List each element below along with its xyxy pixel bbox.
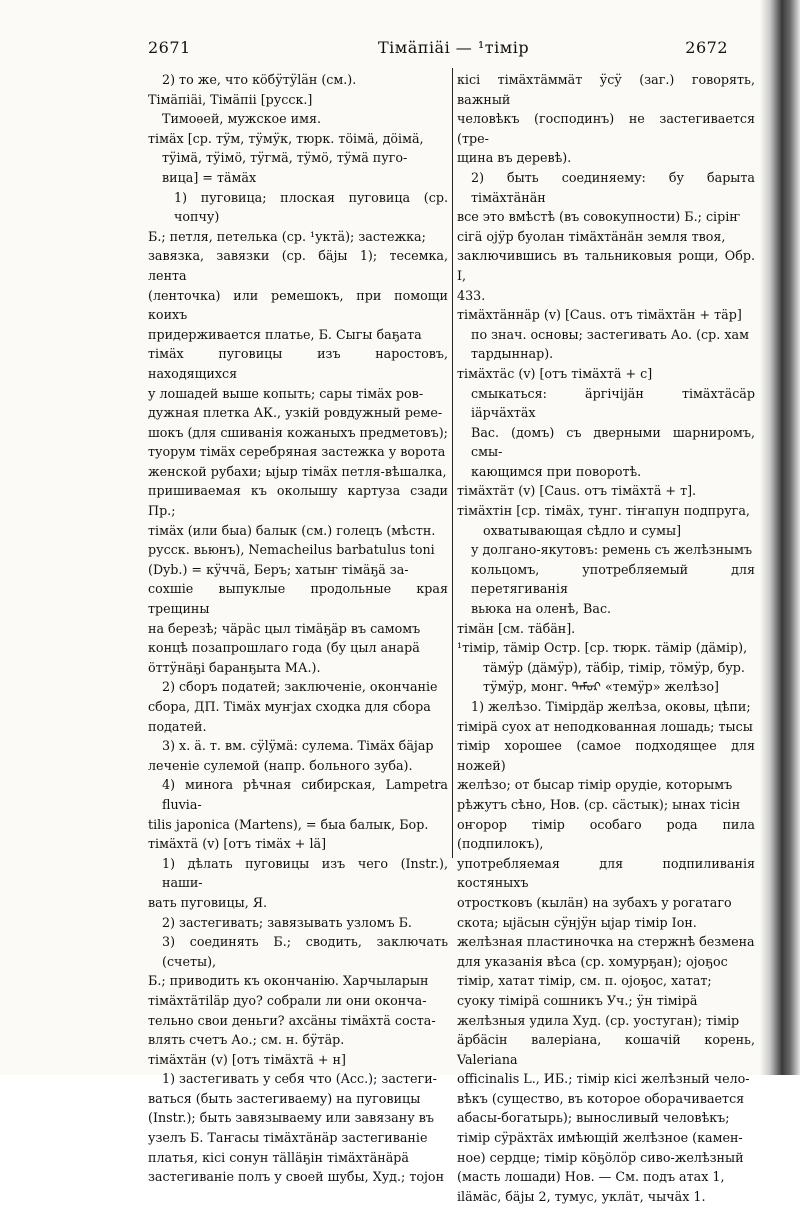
text-line: вать пуговицы, Я.	[148, 894, 268, 910]
text-line: тімір, хатат тімір, см. п. оjоҕос, хатат;	[457, 973, 712, 989]
text-line: сбора, ДП. Тімäх муҥjах сходка для сбора	[148, 699, 431, 714]
text-line: кісі тімäхтäммäт ӱсӱ (заг.) говорять, важный	[457, 72, 755, 107]
text-line: рѣжутъ сѣно, Нов. (ср. сäстык); ынах тісін	[457, 796, 741, 812]
text-line: тімірä суох ат неподкованная лошадь; тысы	[457, 718, 753, 734]
text-line: 2) застегивать; завязывать узломъ Б.	[162, 914, 412, 930]
left-column	[148, 70, 448, 1187]
text-line: платья, кісі сонун тälläҕін тімäхтäнäрä	[148, 1149, 409, 1165]
text-line: 433.	[457, 287, 486, 303]
text-line: суоку тімірä сошникъ Уч.; ӱн тімірä	[457, 992, 698, 1008]
text-line: тімäн [см. тäбäн].	[457, 620, 576, 636]
text-line: концѣ позапрошлаго года (бу цыл анарä	[148, 640, 420, 656]
text-line: смыкаться: äргічіjäн тімäхтäсäр іäрчäхтäх	[471, 385, 755, 421]
text-line: тімäхтäтіläр дуо? собрали ли они оконча-	[148, 992, 427, 1008]
text-line: Тімäпіäі, Тімäпіі [русск.]	[148, 91, 313, 107]
text-line: 1) застегивать у себя что (Acc.); застеги-	[162, 1071, 437, 1087]
text-line: тімäх (или быа) балык (см.) голецъ (мѣстн.	[148, 522, 436, 538]
text-line: податей.	[148, 718, 207, 734]
text-line: ¹тімір, тäмір Остр. [ср. тюрк. тäмір (дäмір),	[457, 640, 748, 656]
text-line: абасы-богатырь); выносливый человѣкъ;	[457, 1110, 730, 1126]
text-line: 4) миноrа рѣчная сибирская, Lampetra fluvia-	[162, 777, 448, 812]
text-line: 3) соединять Б.; сводить, заключать (счеты),	[162, 934, 448, 969]
text-line: на березѣ; чäрäс цыл тімäҕäр въ самомъ	[148, 620, 421, 636]
text-line: сохшіе выпуклые продольные края трещины	[148, 581, 448, 617]
text-line: вица] = тäмäх	[162, 169, 257, 185]
text-line: леченіе сулемой (напр. больного зуба).	[148, 757, 413, 773]
text-line: русск. вьюнъ), Nemacheilus barbatulus toni	[148, 542, 435, 558]
text-line: тӱмӱр, монг. ᠲᠡᠮᠦᠷ «темӱр» желѣзо]	[483, 679, 719, 695]
right-column	[457, 70, 755, 1206]
text-line: ваться (быть застегиваему) на пуговицы	[148, 1090, 421, 1106]
text-line: вѣкъ (существо, въ которое оборачивается	[457, 1090, 745, 1106]
column-divider	[452, 68, 453, 858]
text-line: желѣзная пластиночка на стержнѣ безмена	[457, 934, 755, 950]
text-line: тімäхтäс (v) [отъ тімäхтä + с]	[457, 365, 653, 381]
text-line: отростковъ (кылäн) на зубахъ у рогатаго	[457, 894, 732, 910]
text-line: тімäхтін [ср. тімäх, тунг. тіҥапун подпруга,	[457, 503, 750, 519]
text-line: заключившись въ тальниковыя рощи, Обр. I,	[457, 248, 755, 283]
text-line: желѣзо; от бысар тімір орудіе, которымъ	[457, 777, 733, 793]
text-line: тімäхтä (v) [отъ тімäх + lä]	[148, 836, 327, 852]
text-line: (ленточка) или ремешокъ, при помощи коихъ	[148, 287, 448, 323]
text-line: tilis japonica (Martens), = быа балык, Бор.	[148, 816, 429, 832]
text-line: кольцомъ, употребляемый для перетягиванія	[471, 561, 755, 597]
text-line: ное) сердце; тімір кöҕöлӧр сиво-желѣзный	[457, 1149, 744, 1165]
text-line: äрбäсін валеріана, кошачій корень, Valeriana	[457, 1032, 755, 1067]
text-line: іläмäс, бäjы 2, тумус, уклäт, чычäх 1.	[457, 1188, 706, 1204]
text-line: Б.; приводить къ окончанію. Харчыларын	[148, 973, 429, 989]
running-head: Тімäпіäі — ¹тімір	[378, 38, 530, 57]
book-gutter-shadow	[760, 0, 800, 1075]
text-line: 1) желѣзо. Тімірдäр желѣза, оковы, цѣпи;	[471, 699, 751, 714]
text-line: 2) быть соединяему: бу барыта тімäхтäнäн	[471, 169, 755, 205]
text-line: 2) сборъ податей; заключеніе, окончаніе	[162, 679, 438, 695]
text-line: для указанія вѣса (ср. хомурҕан); оjоҕос	[457, 953, 728, 969]
text-line: 2) то же, что кöбӱтӱlӓн (см.).	[162, 72, 357, 87]
text-line: туорум тімäх серебряная застежка у ворота	[148, 444, 446, 460]
text-line: 3) х. ä. т. вм. сӱlӱмä: сулема. Тімäх бäjар	[162, 738, 434, 754]
text-line: тäмӱр (дäмӱр), тäбір, тімір, тöмӱр, бур.	[483, 659, 745, 675]
text-line: тімäхтäннäр (v) [Caus. отъ тімäхтäн + тäр]	[457, 307, 742, 323]
text-line: придерживается платье, Б. Сыгы баҕата	[148, 326, 422, 342]
text-line: щина въ деревѣ).	[457, 150, 572, 166]
text-line: охватывающая сѣдло и сумы]	[483, 522, 682, 538]
text-line: застегиваніе полъ у своей шубы, Худ.; тоjон	[148, 1169, 445, 1185]
text-line: употребляемая для подпиливанія костяныхъ	[457, 855, 755, 891]
text-line: скота; ыjäсын сӱнjӱн ыjар тімір Іон.	[457, 914, 697, 930]
text-line: пришиваемая къ околышу картуза сзади Пр.;	[148, 483, 448, 519]
text-line: у лошадей выше копыть; сары тімäх ров-	[148, 385, 424, 401]
page-number-left: 2671	[148, 38, 191, 57]
text-line: по знач. основы; застегивать Ао. (ср. хам	[471, 326, 749, 342]
text-line: Вас. (домъ) съ дверными шарниромъ, смы-	[471, 424, 755, 460]
text-line: (Dyb.) = кӱччä, Беръ; хатыҥ тімäҕä за-	[148, 561, 409, 577]
text-line: все это вмѣстѣ (въ совокупности) Б.; сіріҥ	[457, 209, 741, 225]
text-line: женской рубахи; ыjыр тімäх петля-вѣшалка,	[148, 463, 447, 479]
text-line: (масть лошади) Нов. — См. подъ атах 1,	[457, 1169, 725, 1185]
text-line: вьюка на оленѣ, Вас.	[471, 601, 612, 617]
page-header	[148, 38, 728, 62]
text-line: тімір хорошее (самое подходящее для ножей)	[457, 738, 755, 773]
text-line: 1) дѣлать пуговицы изъ чего (Instr.), наши-	[162, 855, 448, 891]
text-line: Б.; петля, петелька (ср. ¹уктӓ); застежка;	[148, 228, 426, 244]
text-line: у долгано-якутовъ: ремень съ желѣзнымъ	[471, 542, 753, 558]
text-line: человѣкъ (господинъ) не застегивается (тре-	[457, 111, 755, 146]
page-number-right: 2672	[685, 38, 728, 57]
text-line: тімäхтäт (v) [Caus. отъ тімäхтä + т].	[457, 483, 697, 499]
text-line: сігä оjӱр буолан тімäхтäнäн земля твоя,	[457, 228, 726, 244]
text-line: тардыннар).	[471, 346, 554, 362]
text-line: 1) пуговица; плоская пуговица (ср. чопчу)	[174, 189, 448, 225]
text-line: officinalis L., ИБ.; тімір кісі желѣзный чело-	[457, 1071, 750, 1087]
text-line: Тимоѳей, мужское имя.	[162, 111, 322, 127]
text-line: тімäх [ср. тӱм, тӱмӱк, тюрк. тöiмä, дöiмä,	[148, 130, 424, 146]
text-line: тӱiмä, тӱiмö, тӱгмä, тӱмö, тӱмä пуго-	[162, 150, 408, 166]
text-line: тімір сӱрäхтäх имѣющій желѣзное (камен-	[457, 1130, 743, 1146]
text-line: узелъ Б. Таҥасы тімäхтäнäр застегиваніе	[148, 1130, 428, 1146]
text-line: тельно свои деньги? ахсäны тімäхтä соста-	[148, 1012, 436, 1028]
text-line: дужная плетка АК., узкій ровдужный реме-	[148, 405, 443, 421]
text-line: шокъ (для сшиванія кожаныхъ предметовъ);	[148, 424, 448, 440]
text-line: завязка, завязки (ср. бäjы 1); тесемка, лента	[148, 248, 448, 283]
text-line: тімäх пуговицы изъ наростовъ, находящихся	[148, 346, 448, 381]
text-line: тімäхтäн (v) [отъ тімäхтä + н]	[148, 1051, 346, 1067]
text-line: оҥорор тімір особаго рода пила (подпилокъ),	[457, 816, 755, 852]
text-line: кающимся при поворотѣ.	[471, 463, 642, 479]
text-line: (Instr.); быть завязываему или завязану въ	[148, 1110, 434, 1126]
text-line: öттӱнäҕі баранҕыта МА.).	[148, 659, 321, 675]
text-line: влять счетъ Ао.; см. н. бӱтäр.	[148, 1032, 345, 1048]
text-line: желѣзныя удила Худ. (ср. уостуган); тімір	[457, 1012, 740, 1028]
